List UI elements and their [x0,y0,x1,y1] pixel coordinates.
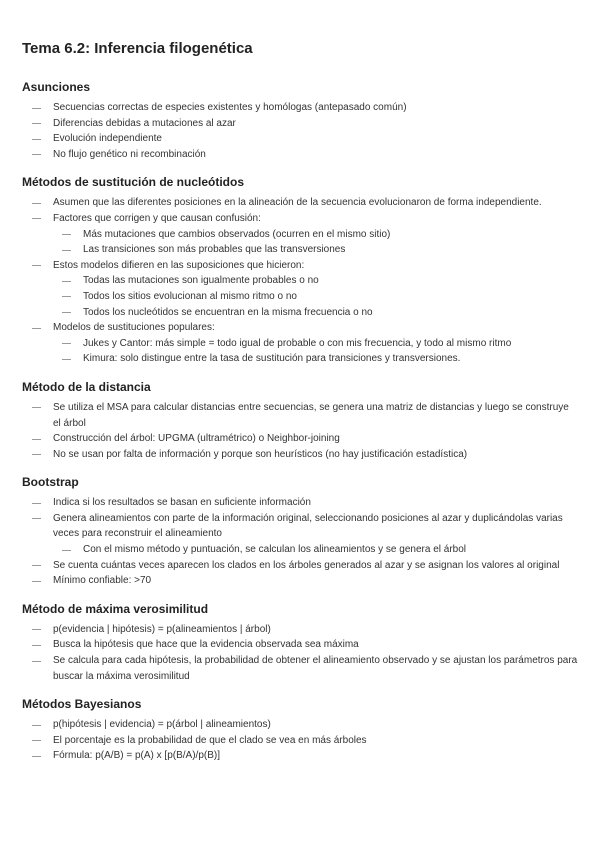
list-item: Evolución independiente [22,131,578,147]
section [22,380,578,462]
sub-list-item: Las transiciones son más probables que las transversiones [22,242,578,258]
section-heading: Método de máxima verosimilitud [22,601,209,616]
sub-list-item: Todas las mutaciones son igualmente probables o no [22,273,578,289]
list-item: Secuencias correctas de especies existentes y homólogas (antepasado común) [22,100,578,116]
list-item: Busca la hipótesis que hace que la evidencia observada sea máxima [22,637,578,653]
list-item: No se usan por falta de información y porque son heurísticos (no hay justificación estadística) [22,447,578,463]
section [22,602,578,684]
bullet-list [22,400,578,462]
bullet-list [22,717,578,764]
list-item: p(evidencia | hipótesis) = p(alineamientos | árbol) [22,622,578,638]
list-item: Se utiliza el MSA para calcular distancias entre secuencias, se genera una matriz de distancias y luego se construye el árbol [22,400,578,431]
sub-list-item: Con el mismo método y puntuación, se calculan los alineamientos y se genera el árbol [22,542,578,558]
list-item: Modelos de sustituciones populares: [22,320,578,336]
section-heading: Métodos Bayesianos [22,697,142,712]
sections-container [22,80,578,764]
list-item: Asumen que las diferentes posiciones en la alineación de la secuencia evolucionaron de forma independiente. [22,195,578,211]
bullet-list [22,495,578,589]
section [22,175,578,367]
sub-list-item: Todos los sitios evolucionan al mismo ritmo o no [22,289,578,305]
bullet-list [22,622,578,684]
list-item: Genera alineamientos con parte de la información original, seleccionando posiciones al azar y duplicándolas varias veces para reconstruir el alineamiento [22,511,578,542]
list-item: p(hipótesis | evidencia) = p(árbol | alineamientos) [22,717,578,733]
sub-list-item: Todos los nucleótidos se encuentran en la misma frecuencia o no [22,305,578,321]
list-item: Indica si los resultados se basan en suficiente información [22,495,578,511]
section [22,80,578,162]
bullet-list [22,100,578,162]
bullet-list [22,195,578,367]
section-heading: Asunciones [22,80,91,94]
sub-list-item: Más mutaciones que cambios observados (ocurren en el mismo sitio) [22,227,578,243]
list-item: Estos modelos difieren en las suposiciones que hicieron: [22,258,578,274]
section-heading: Bootstrap [22,475,79,490]
sub-list-item: Jukes y Cantor: más simple = todo igual de probable o con mis frecuencia, y todo al mismo ritmo [22,336,578,352]
section [22,697,578,764]
list-item: Se calcula para cada hipótesis, la probabilidad de obtener el alineamiento observado y se ajustan los parámetros para buscar la máxima verosimilitud [22,653,578,684]
list-item: Mínimo confiable: >70 [22,573,578,589]
sub-list-item: Kimura: solo distingue entre la tasa de sustitución para transiciones y transversiones. [22,351,578,367]
list-item: El porcentaje es la probabilidad de que el clado se vea en más árboles [22,733,578,749]
list-item: Fórmula: p(A/B) = p(A) x [p(B/A)/p(B)] [22,748,578,764]
list-item: No flujo genético ni recombinación [22,147,578,163]
section-heading: Métodos de sustitución de nucleótidos [22,175,245,190]
section-heading: Método de la distancia [22,379,151,394]
list-item: Se cuenta cuántas veces aparecen los clados en los árboles generados al azar y se asignan los valores al original [22,558,578,574]
page-title: Tema 6.2: Inferencia filogenética [22,40,253,57]
list-item: Factores que corrigen y que causan confusión: [22,211,578,227]
section [22,475,578,589]
list-item: Construcción del árbol: UPGMA (ultramétrico) o Neighbor-joining [22,431,578,447]
list-item: Diferencias debidas a mutaciones al azar [22,116,578,132]
